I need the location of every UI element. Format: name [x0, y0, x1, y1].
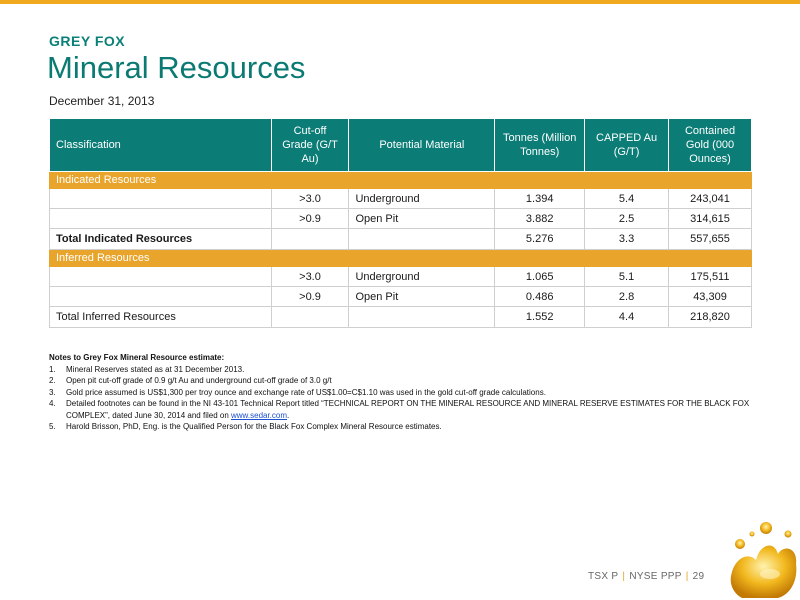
header-tonnes: Tonnes (Million Tonnes)	[495, 119, 585, 172]
note-text-end: .	[287, 410, 290, 420]
cell-gold: 43,309	[669, 287, 752, 307]
cell-tonnes: 1.394	[495, 189, 585, 209]
footer-separator: |	[685, 571, 689, 582]
cell-empty	[349, 307, 495, 328]
cell-tonnes: 1.065	[495, 267, 585, 287]
header-cutoff-grade: Cut-off Grade (G/T Au)	[271, 119, 349, 172]
note-number: 4.	[49, 399, 56, 408]
header-potential-material: Potential Material	[349, 119, 495, 172]
cell-au: 2.5	[585, 209, 669, 229]
section-indicated	[50, 172, 752, 189]
note-text: Mineral Reserves stated as at 31 December 2013.	[66, 364, 245, 374]
note-item	[49, 421, 759, 433]
notes-heading: Notes to Grey Fox Mineral Resource estimate:	[49, 353, 225, 362]
cell-tonnes: 1.552	[495, 307, 585, 328]
cell-classification	[50, 267, 272, 287]
nyse-ticker: NYSE PPP	[629, 571, 682, 582]
note-text: Harold Brisson, PhD, Eng. is the Qualified Person for the Black Fox Complex Mineral Resource estimates.	[66, 422, 442, 431]
note-item	[49, 387, 759, 399]
cell-gold: 218,820	[669, 307, 752, 328]
cell-classification	[50, 209, 272, 229]
footer-tickers	[588, 571, 704, 582]
footer-separator: |	[622, 571, 626, 582]
cell-total-label: Total Inferred Resources	[50, 307, 272, 328]
cell-empty	[271, 307, 349, 328]
cell-material: Underground	[349, 189, 495, 209]
table-header-row	[50, 119, 752, 172]
header-capped-au: CAPPED Au (G/T)	[585, 119, 669, 172]
header-contained-gold: Contained Gold (000 Ounces)	[669, 119, 752, 172]
header-classification: Classification	[50, 119, 272, 172]
note-item	[49, 375, 759, 387]
cell-gold: 175,511	[669, 267, 752, 287]
top-accent-bar	[0, 0, 800, 4]
note-item	[49, 364, 759, 376]
cell-au: 5.1	[585, 267, 669, 287]
cell-classification	[50, 189, 272, 209]
cell-au: 5.4	[585, 189, 669, 209]
note-number: 5.	[49, 422, 56, 431]
table-row	[50, 287, 752, 307]
section-label: Indicated Resources	[50, 172, 752, 189]
cell-material: Underground	[349, 267, 495, 287]
total-row-indicated	[50, 229, 752, 250]
section-label: Inferred Resources	[50, 250, 752, 267]
gold-splash-icon	[726, 514, 800, 600]
cell-cutoff: >3.0	[271, 189, 349, 209]
note-text: Gold price assumed is US$1,300 per troy ounce and exchange rate of US$1.00=C$1.10 was used in the gold cut-off grade calculations.	[66, 387, 546, 397]
note-item	[49, 398, 759, 421]
table-row	[50, 267, 752, 287]
total-row-inferred	[50, 307, 752, 328]
page-title: Mineral Resources	[47, 50, 306, 85]
cell-total-label: Total Indicated Resources	[50, 229, 272, 250]
cell-au: 4.4	[585, 307, 669, 328]
cell-cutoff: >3.0	[271, 267, 349, 287]
sedar-link[interactable]: www.sedar.com	[231, 410, 288, 420]
project-label: GREY FOX	[49, 33, 126, 49]
cell-material: Open Pit	[349, 287, 495, 307]
cell-gold: 557,655	[669, 229, 752, 250]
cell-classification	[50, 287, 272, 307]
cell-material: Open Pit	[349, 209, 495, 229]
footnotes	[49, 352, 759, 433]
mineral-resources-table	[49, 118, 752, 328]
cell-au: 3.3	[585, 229, 669, 250]
cell-tonnes: 3.882	[495, 209, 585, 229]
cell-empty	[271, 229, 349, 250]
cell-empty	[349, 229, 495, 250]
cell-tonnes: 0.486	[495, 287, 585, 307]
note-number: 1.	[49, 364, 56, 374]
cell-cutoff: >0.9	[271, 209, 349, 229]
note-text: Open pit cut-off grade of 0.9 g/t Au and underground cut-off grade of 3.0 g/t	[66, 376, 332, 385]
cell-cutoff: >0.9	[271, 287, 349, 307]
cell-au: 2.8	[585, 287, 669, 307]
report-date: December 31, 2013	[49, 94, 155, 108]
note-number: 3.	[49, 387, 56, 397]
table-row	[50, 209, 752, 229]
page-number: 29	[692, 571, 705, 582]
note-number: 2.	[49, 376, 56, 385]
section-inferred	[50, 250, 752, 267]
tsx-ticker: TSX P	[588, 571, 619, 582]
table-row	[50, 189, 752, 209]
cell-gold: 243,041	[669, 189, 752, 209]
cell-gold: 314,615	[669, 209, 752, 229]
note-text: Detailed footnotes can be found in the NI 43-101 Technical Report titled “TECHNICAL REPORT ON THE MINERAL RESOURCE AND MINERAL RESERVE ESTIMATES FOR THE BLACK FOX COMPLEX”, dated June 30, 2014 and filed on	[66, 399, 750, 420]
cell-tonnes: 5.276	[495, 229, 585, 250]
